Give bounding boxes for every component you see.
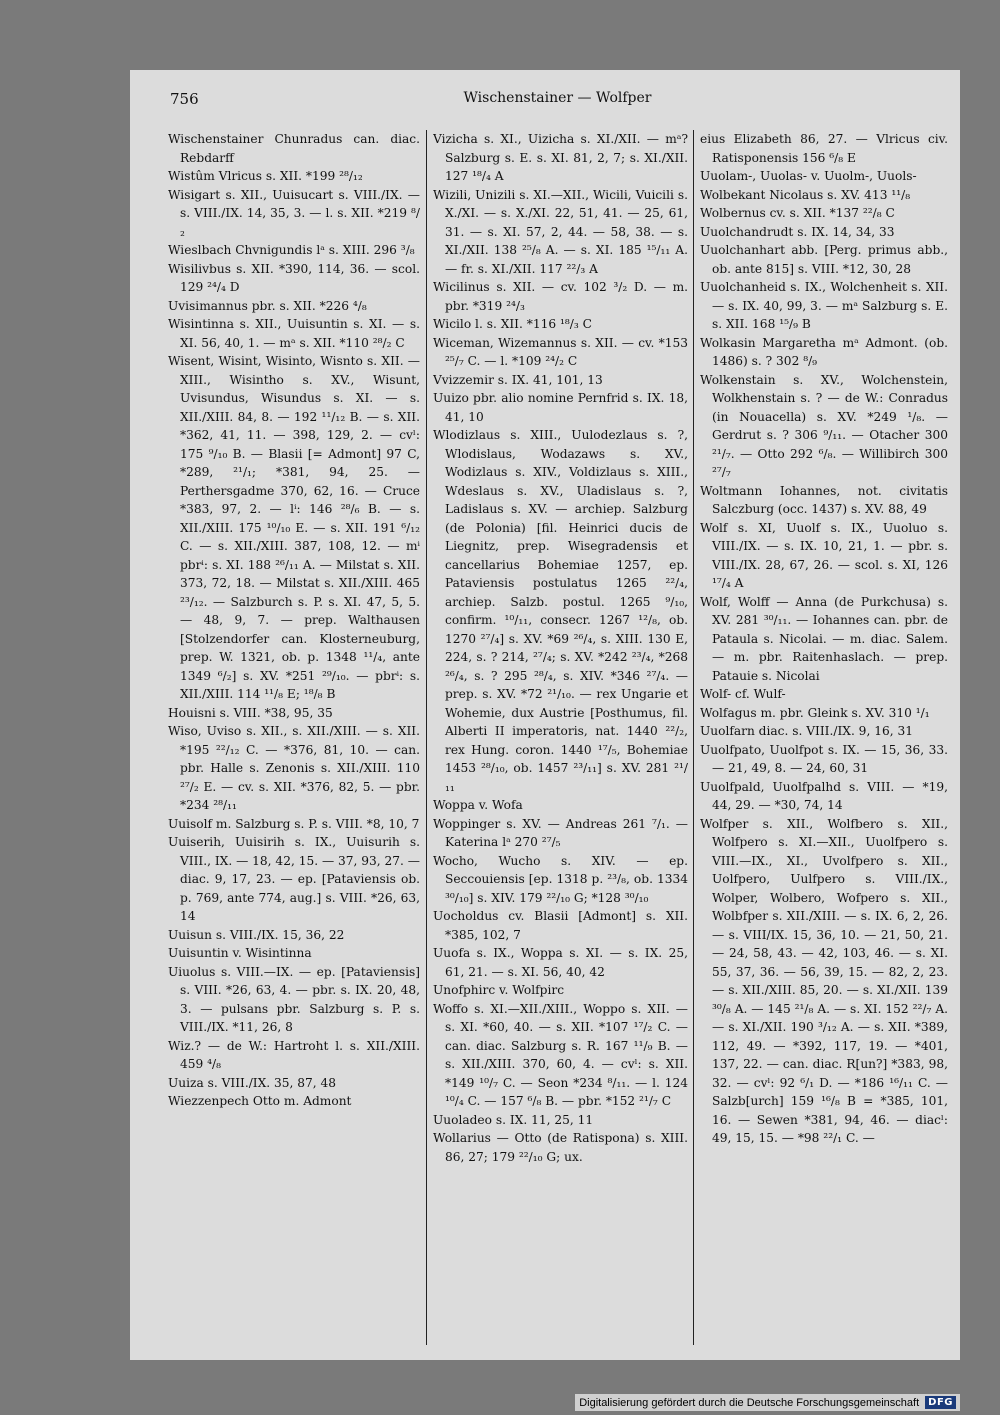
index-entry: Wischenstainer Chunradus can. diac. Rebdarff: [168, 132, 420, 165]
index-entry: Wisintinna s. XII., Uuisuntin s. XI. — s. XI. 56, 40, 1. — mᵃ s. XII. *110 ²⁸/₂ C: [168, 317, 420, 350]
index-entry: Uuolchanhart abb. [Perg. primus abb., ob. ante 815] s. VIII. *12, 30, 28: [700, 243, 948, 276]
index-entry: Woppa v. Wofa: [433, 798, 523, 812]
index-column-1: [168, 130, 420, 1345]
index-entry: Uuizo pbr. alio nomine Pernfrid s. IX. 18, 41, 10: [433, 391, 688, 424]
index-entry: Uuiserih, Uuisirih s. IX., Uuisurih s. VIII., IX. — 18, 42, 15. — 37, 93, 27. — diac. 9, 17, 23. — ep. [Pataviensis ob. p. 769, ante 774, aug.] s. VIII. *26, 63, 14: [168, 835, 420, 923]
page-number: 756: [170, 90, 199, 108]
index-entry: Uiuolus s. VIII.—IX. — ep. [Pataviensis] s. VIII. *26, 63, 4. — pbr. s. IX. 20, 48, 3. — pulsans pbr. Salzburg s. P. s. VIII./IX. *11, 26, 8: [168, 964, 420, 1034]
index-entry: Woppinger s. XV. — Andreas 261 ⁷/₁. — Katerina lᵃ 270 ²⁷/₅: [433, 816, 688, 849]
dfg-logo-icon: DFG: [925, 1396, 956, 1409]
index-entry: Uuisuntin v. Wisintinna: [168, 946, 312, 960]
index-entry: Wolf, Wolff — Anna (de Purkchusa) s. XV. 281 ³⁰/₁₁. — Iohannes can. pbr. de Pataula s. Nicolai. — m. diac. Salem. — m. pbr. Raitenhaslach. — prep. Patauie s. Nicolai: [700, 594, 948, 683]
index-entry: Vizicha s. XI., Uizicha s. XI./XII. — mᵃ? Salzburg s. E. s. XI. 81, 2, 7; s. XI./XII. 127 ¹⁸/₄ A: [433, 132, 688, 183]
index-entry: Wicilinus s. XII. — cv. 102 ³/₂ D. — m. pbr. *319 ²⁴/₃: [433, 280, 688, 313]
index-entry: Wolf- cf. Wulf-: [700, 687, 786, 701]
column-divider: [693, 130, 694, 1345]
index-entry: Uvisimannus pbr. s. XII. *226 ⁴/₈: [168, 298, 367, 313]
index-entry: Wiso, Uviso s. XII., s. XII./XIII. — s. XII. *195 ²²/₁₂ C. — *376, 81, 10. — can. pbr. Halle s. Zenonis s. XII./XIII. 110 ²⁷/₂ E. — cv. s. XII. *376, 82, 5. — pbr. *234 ²⁸/₁₁: [168, 724, 420, 812]
index-entry: Wolbekant Nicolaus s. XV. 413 ¹¹/₈: [700, 187, 911, 202]
index-entry: Wistûm Vlricus s. XII. *199 ²⁸/₁₂: [168, 169, 363, 183]
index-column-3: [700, 130, 948, 1345]
index-entry: Uuofa s. IX., Woppa s. XI. — s. IX. 25, 61, 21. — s. XI. 56, 40, 42: [433, 946, 688, 979]
index-entry: Uuisun s. VIII./IX. 15, 36, 22: [168, 927, 345, 942]
index-entry: Vvizzemir s. IX. 41, 101, 13: [433, 372, 603, 387]
index-entry: Wisent, Wisint, Wisinto, Wisnto s. XII. — XIII., Wisintho s. XV., Wisunt, Uvisundus, Wisundus s. XI. — s. XII./XIII. 84, 8. — 192 ¹¹/₁₂ B. — s. XII. *362, 41, 11. — 398, 129, 2. — cvˡ: 175 ⁹/₁₀ B. — Blasii [= Admont] 97 C, *289, ²¹/₁; *381, 94, 25. — Perthersgadme 370, 62, 16. — Cruce *383, 97, 2. — lⁱ: 146 ²⁸/₆ B. — s. XII./XIII. 175 ¹⁰/₁₀ E. — s. XII. 191 ⁶/₁₂ C. — s. XII./XIII. 387, 108, 12. — mⁱ pbrⁱ: s. XI. 188 ²⁶/₁₁ A. — Milstat s. XII. 373, 72, 18. — Milstat s. XII./XIII. 465 ²³/₁₂. — Salzburch s. P. s. XI. 47, 5, 5. — 48, 9, 7. — prep. Walthausen [Stolzendorfer can. Klosterneuburg, prep. W. 1321, ob. p. 1348 ¹¹/₄, ante 1349 ⁶/₂] s. XV. *251 ²⁹/₁₀. — pbrⁱ: s. XII./XIII. 114 ¹¹/₈ E; ¹⁸/₈ B: [168, 354, 420, 701]
index-entry: Wlodizlaus s. XIII., Uulodezlaus s. ?, Wlodislaus, Wodazaws s. XV., Wodizlaus s. XIV., Voldizlaus s. XIII., Wdeslaus s. XV., Uladislaus s. ?, Ladislaus s. XV. — archiep. Salzburg (de Polonia) [fil. Heinrici ducis de Liegnitz, prep. Wisegradensis et cancellarius Bohemiae 1257, ep. Pataviensis postulatus 1265 ²²/₄, archiep. Salzb. postul. 1265 ⁹/₁₀, confirm. ¹⁰/₁₁, consecr. 1267 ¹²/₈, ob. 1270 ²⁷/₄] s. XV. *69 ²⁶/₄, s. XIII. 130 E, 224, s. ? 214, ²⁷/₄; s. XV. *242 ²³/₄, *268 ²⁶/₄, s. ? 295 ²⁸/₄, s. XIV. *346 ²⁷/₄. — prep. s. XV. *72 ²¹/₁₀. — rex Ungarie et Wohemie, dux Austrie [Posthumus, fil. Alberti II imperatoris, nat. 1440 ²²/₂, rex Hung. coron. 1440 ¹⁷/₅, Bohemiae 1453 ²⁸/₁₀, ob. 1457 ²³/₁₁] s. XV. 281 ²¹/₁₁: [433, 428, 688, 794]
index-entry: Woffo s. XI.—XII./XIII., Woppo s. XII. — s. XI. *60, 40. — s. XII. *107 ¹⁷/₂ C. — can. diac. Salzburg s. R. 167 ¹¹/₉ B. — s. XII./XIII. 370, 60, 4. — cvˡ: s. XII. *149 ¹⁰/₇ C. — Seon *234 ⁸/₁₁. — l. 124 ¹⁰/₄ C. — 157 ⁶/₈ B. — pbr. *152 ²¹/₇ C: [433, 1001, 688, 1108]
index-entry: Wicilo l. s. XII. *116 ¹⁸/₃ C: [433, 317, 592, 331]
index-entry: Wolfper s. XII., Wolfbero s. XII., Wolfpero s. XI.—XII., Uuolfpero s. VIII.—IX., XI., Uvolfpero s. XII., Uolfpero, Uulfpero s. VIII./IX., Wolper, Wolbero, Wofpero s. XII., Wolbfper s. XII./XIII. — s. IX. 6, 2, 26. — s. VIII/IX. 15, 36, 10. — 21, 50, 21. — 24, 58, 43. — 42, 103, 46. — s. XI. 55, 37, 36. — 56, 39, 15. — 82, 2, 23. — s. XII./XIII. 85, 20. — s. XI./XII. 139 ³⁰/₈ A. — 145 ²¹/₈ A. — s. XI. 152 ²²/₇ A. — s. XI./XII. 190 ³/₁₂ A. — s. XII. *389, 112, 49. — *392, 117, 19. — *401, 137, 22. — can. diac. R[un?] *383, 98, 32. — cvˡ: 92 ⁶/₁ D. — *186 ¹⁶/₁₁ C. — Salzb[urch] 159 ¹⁶/₈ B = *385, 101, 16. — Sewen *381, 94, 46. — diacˡ: 49, 15, 15. — *98 ²²/₁ C. —: [700, 816, 948, 1145]
index-entry: Uuoladeo s. IX. 11, 25, 11: [433, 1112, 594, 1127]
index-column-2: [433, 130, 688, 1345]
index-entry: Unofphirc v. Wolfpirc: [433, 983, 565, 997]
index-entry: Wiz.? — de W.: Hartroht l. s. XII./XIII. 459 ⁴/₈: [168, 1038, 420, 1071]
index-entry: Uuolchandrudt s. IX. 14, 34, 33: [700, 224, 895, 239]
index-entry: Wolfagus m. pbr. Gleink s. XV. 310 ¹/₁: [700, 705, 930, 720]
index-entry: Wiceman, Wizemannus s. XII. — cv. *153 ²⁵/₇ C. — l. *109 ²⁴/₂ C: [433, 335, 688, 368]
index-entry: Houisni s. VIII. *38, 95, 35: [168, 705, 333, 720]
index-entry: Uuolfpald, Uuolfpalhd s. VIII. — *19, 44, 29. — *30, 74, 14: [700, 779, 948, 812]
footer-text: Digitalisierung gefördert durch die Deutsche Forschungsgemeinschaft: [579, 1396, 920, 1409]
index-columns: [168, 130, 948, 1345]
index-entry: Wolbernus cv. s. XII. *137 ²²/₈ C: [700, 206, 895, 220]
index-entry: Uuolfarn diac. s. VIII./IX. 9, 16, 31: [700, 724, 913, 738]
index-entry: Uocholdus cv. Blasii [Admont] s. XII. *385, 102, 7: [433, 909, 688, 942]
index-entry: Uuiza s. VIII./IX. 35, 87, 48: [168, 1075, 337, 1090]
index-entry: Wiezzenpech Otto m. Admont: [168, 1094, 352, 1108]
index-entry: Wolkenstain s. XV., Wolchenstein, Wolkhenstain s. ? — de W.: Conradus (in Nouacella) s. XV. *249 ¹/₈. — Gerdrut s. ? 306 ⁹/₁₁. — Otacher 300 ²¹/₇. — Otto 292 ⁶/₈. — Willibirch 300 ²⁷/₇: [700, 372, 948, 479]
index-entry: Wisigart s. XII., Uuisucart s. VIII./IX. — s. VIII./IX. 14, 35, 3. — l. s. XII. *219 ⁸/₂: [168, 187, 420, 239]
index-entry: Uuisolf m. Salzburg s. P. s. VIII. *8, 10, 7: [168, 816, 420, 831]
index-entry: Wieslbach Chvnigundis lᵃ s. XIII. 296 ³/₈: [168, 243, 415, 257]
index-entry: Woltmann Iohannes, not. civitatis Salczburg (occ. 1437) s. XV. 88, 49: [700, 483, 948, 516]
column-divider: [426, 130, 427, 1345]
index-entry: Wizili, Unizili s. XI.—XII., Wicili, Vuicili s. X./XI. — s. X./XI. 22, 51, 41. — 25, 61, 31. — s. XI. 57, 2, 44. — 58, 38. — s. XI./XII. 138 ²⁵/₈ A. — s. XI. 185 ¹⁵/₁₁ A. — fr. s. XI./XII. 117 ²²/₃ A: [433, 187, 688, 276]
index-entry: Wocho, Wucho s. XIV. — ep. Seccouiensis [ep. 1318 p. ²³/₈, ob. 1334 ³⁰/₁₀] s. XIV. 179 ²²/₁₀ G; *128 ³⁰/₁₀: [433, 853, 688, 905]
index-entry: Wollarius — Otto (de Ratispona) s. XIII. 86, 27; 179 ²²/₁₀ G; ux.: [433, 1131, 688, 1164]
index-entry: Uuolfpato, Uuolfpot s. IX. — 15, 36, 33. — 21, 49, 8. — 24, 60, 31: [700, 742, 948, 775]
index-entry: eius Elizabeth 86, 27. — Vlricus civ. Ratisponensis 156 ⁶/₈ E: [700, 132, 948, 165]
index-entry: Wolf s. XI, Uuolf s. IX., Uuoluo s. VIII./IX. — s. IX. 10, 21, 1. — pbr. s. VIII./IX. 28, 67, 26. — scol. s. XI, 126 ¹⁷/₄ A: [700, 520, 948, 590]
index-entry: Uuolchanheid s. IX., Wolchenheit s. XII. — s. IX. 40, 99, 3. — mᵃ Salzburg s. E. s. XII. 168 ¹⁵/₉ B: [700, 280, 948, 331]
page-sheet: [130, 70, 960, 1360]
footer-credit: [575, 1394, 960, 1411]
index-entry: Wolkasin Margaretha mᵃ Admont. (ob. 1486) s. ? 302 ⁸/₉: [700, 335, 948, 368]
index-entry: Uuolam-, Uuolas- v. Uuolm-, Uuols-: [700, 169, 917, 183]
index-entry: Wisilivbus s. XII. *390, 114, 36. — scol. 129 ²⁴/₄ D: [168, 261, 420, 294]
running-head: Wischenstainer — Wolfper: [463, 90, 652, 106]
